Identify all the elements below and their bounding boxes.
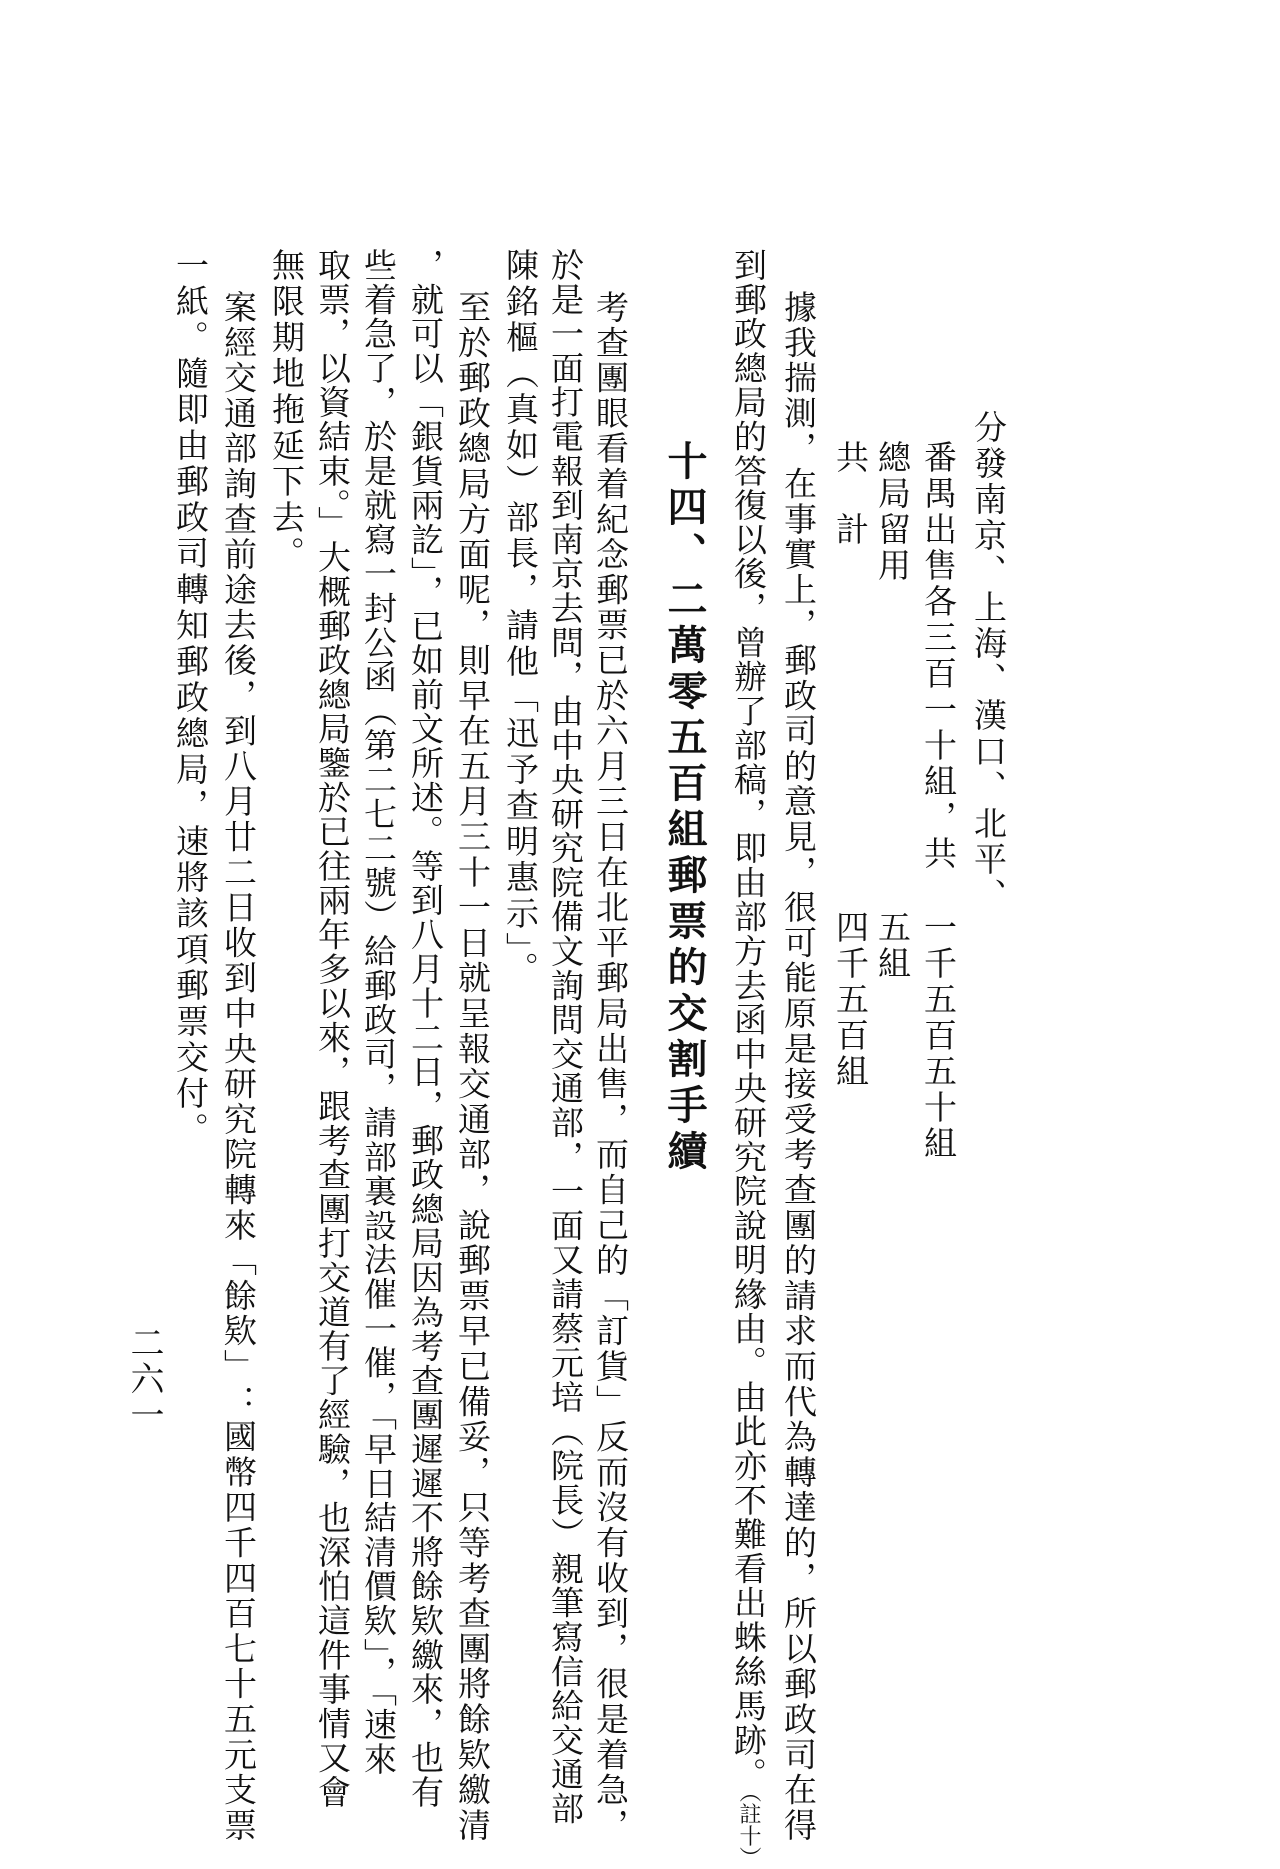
- text-line-6: 共 計: [831, 440, 870, 548]
- text-line-5: 五組: [873, 910, 912, 982]
- text-line-9: [728, 248, 768, 1869]
- text-line-14: 至於郵政總局方面呢，則早在五月三十一日就呈報交通部，說郵票早已備妥，只等考查團將餘欵繳清: [453, 290, 492, 1844]
- text-line-19: 案經交通部詢查前途去後，到八月廿二日收到中央研究院轉來「餘欵」：國幣四千四百七十五元支票: [219, 290, 258, 1844]
- text-line-20: 一紙。隨即由郵政司轉知郵政總局，速將該項郵票交付。: [171, 248, 210, 1148]
- text-line-13: 陳銘樞（真如）部長，請他「迅予查明惠示」。: [501, 248, 540, 988]
- text-line-12: 於是一面打電報到南京去問，由中央研究院備文詢問交通部，一面又請蔡元培（院長）親筆寫信給交通部: [546, 248, 585, 1826]
- text-line-9-body: 到郵政總局的答復以後，曾辦了部稿，即由部方去函中央研究院說明緣由。由此亦不難看出蛛絲馬跡。: [729, 248, 768, 1792]
- text-line-4: 總局留用: [873, 440, 912, 584]
- text-line-18: 無限期地拖延下去。: [267, 248, 306, 572]
- text-line-3: 一千五百五十組: [919, 910, 958, 1162]
- text-line-2: 番禺出售各三百一十組，共: [919, 440, 958, 872]
- page-number: 二六一: [124, 1325, 164, 1433]
- text-line-17: 取票，以資結束。」大概郵政總局鑒於已往兩年多以來，跟考查團打交道有了經驗，也深怕這件事情又會: [313, 248, 352, 1810]
- text-line-15: ，就可以「銀貨兩訖」，已如前文所述。等到八月十二日，郵政總局因為考查團遲遲不將餘欵繳來，也有: [406, 248, 445, 1810]
- text-line-7: 四千五百組: [831, 910, 870, 1090]
- text-line-8: 據我揣測，在事實上，郵政司的意見，很可能原是接受考查團的請求而代為轉達的，所以郵政司在得: [779, 290, 818, 1844]
- text-line-16: 些着急了，於是就寫一封公函（第二七二號）給郵政司，請部裏設法催一催，「早日結清價欵」，「速來: [359, 248, 398, 1777]
- section-heading: 十四、二萬零五百組郵票的交割手續: [661, 440, 708, 1176]
- text-line-1: 分發南京、上海、漢口、北平、: [969, 410, 1008, 914]
- footnote-ref: （註十）: [736, 1791, 761, 1869]
- text-line-11: 考查團眼看着紀念郵票已於六月三日在北平郵局出售，而自己的「訂貨」反而沒有收到，很是着急，: [591, 290, 630, 1844]
